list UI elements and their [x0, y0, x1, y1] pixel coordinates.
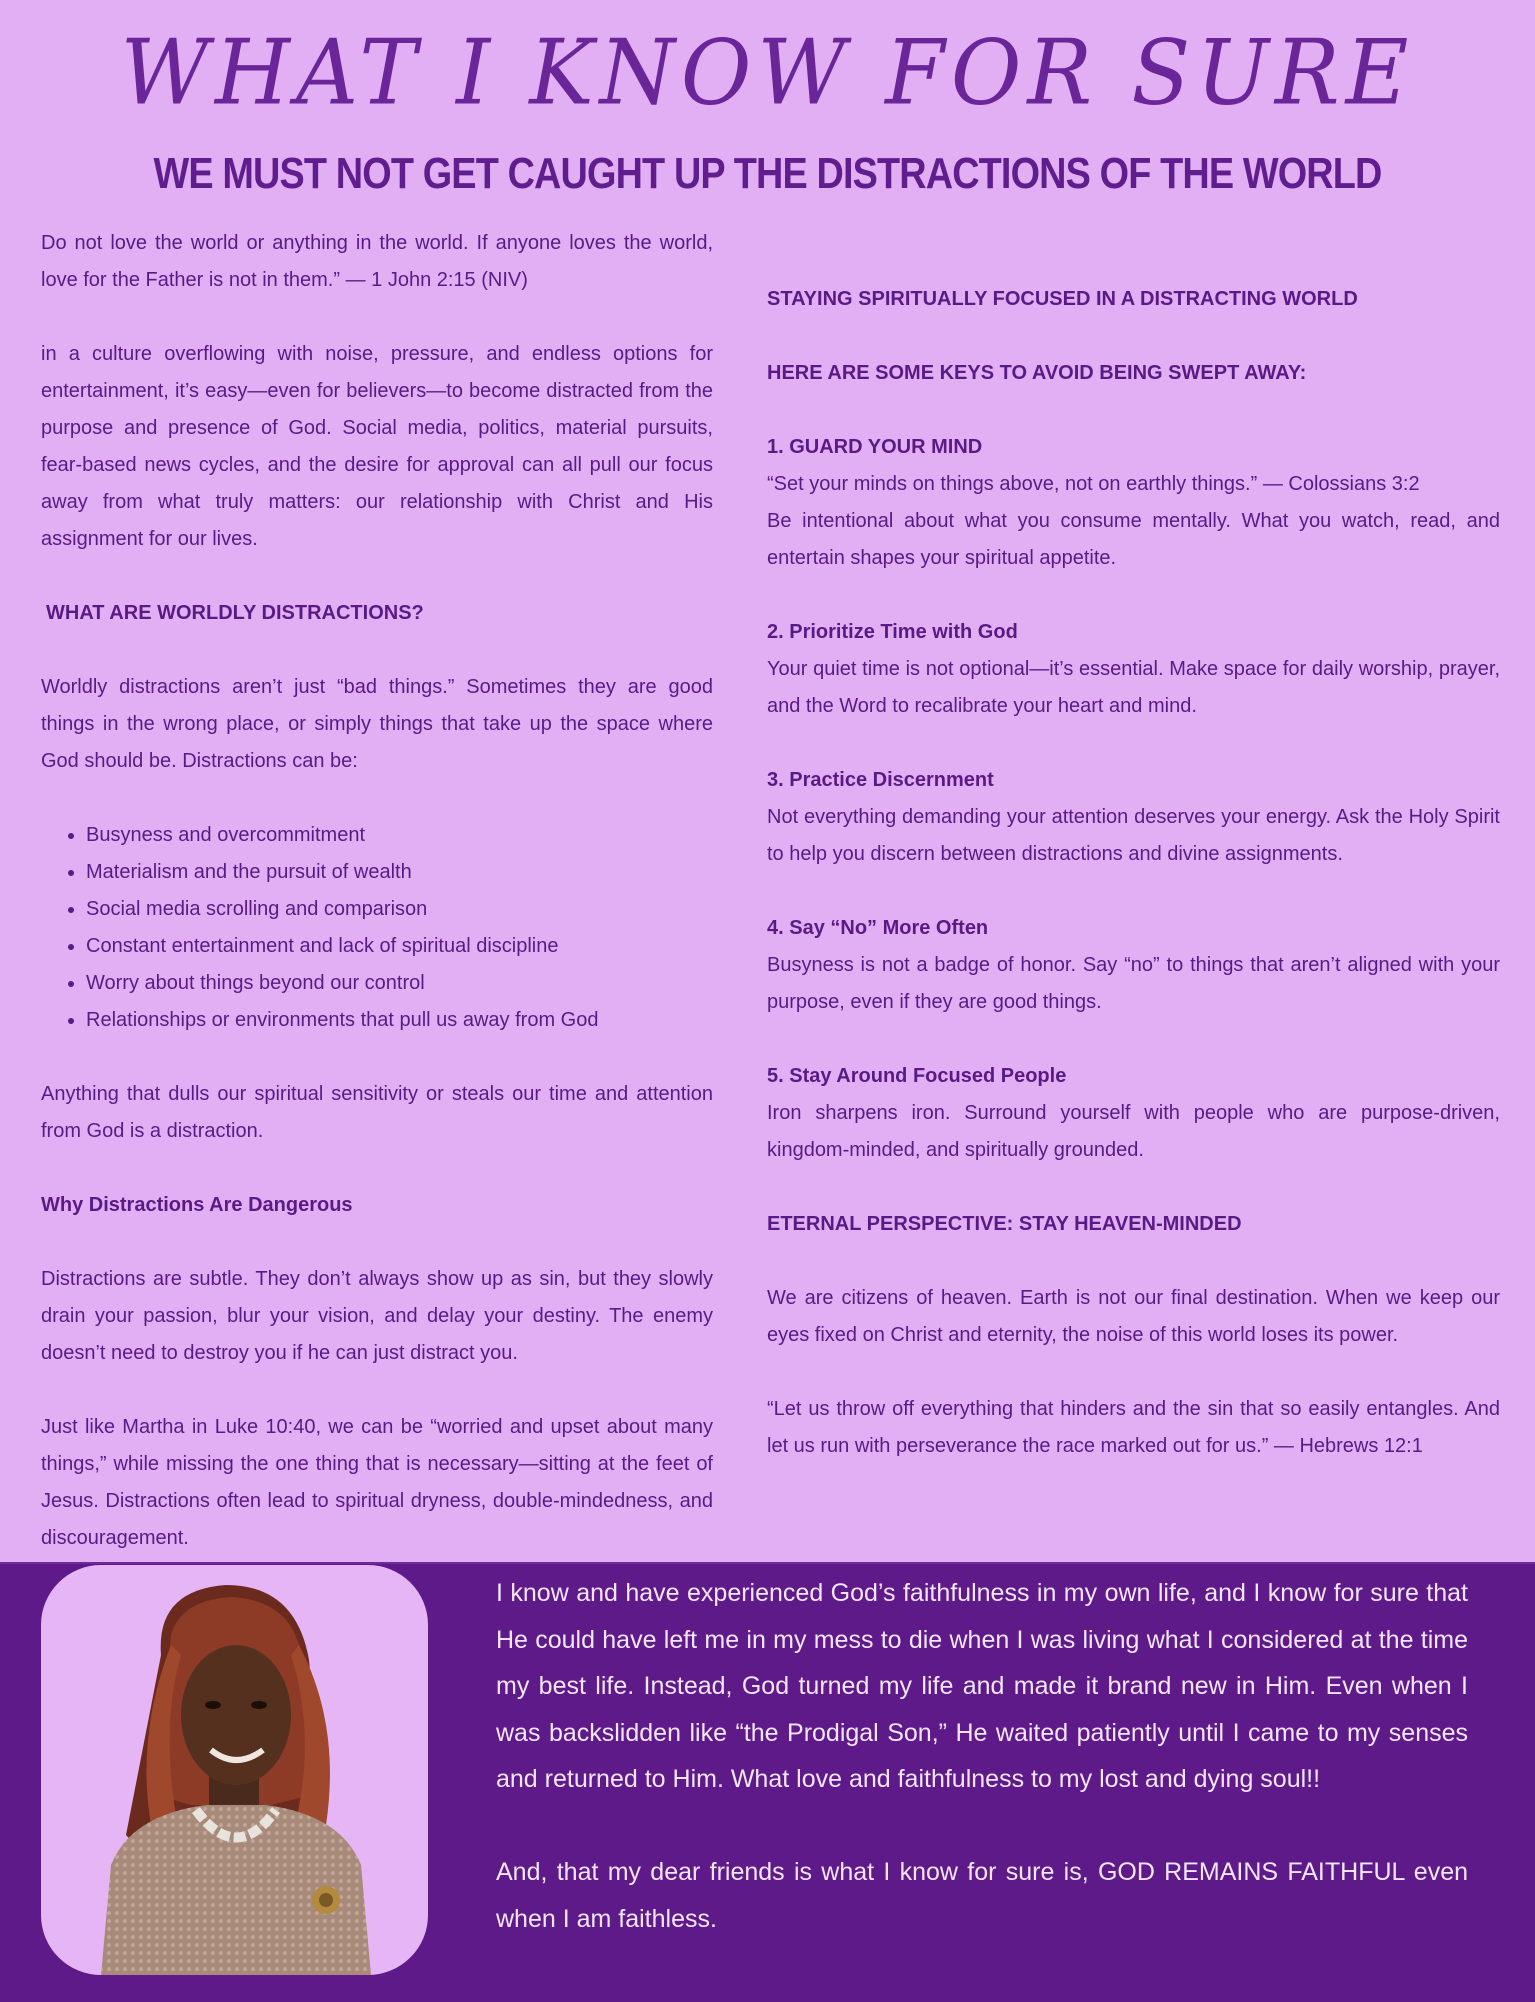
list-item: • Relationships or environments that pull us away from God [86, 1002, 713, 1039]
list-item: • Busyness and overcommitment [86, 817, 713, 854]
list-item: • Social media scrolling and comparison [86, 891, 713, 928]
heading-eternal-perspective: ETERNAL PERSPECTIVE: STAY HEAVEN-MINDED [767, 1213, 1242, 1235]
heading-staying-focused: STAYING SPIRITUALLY FOCUSED IN A DISTRACTING WORLD [767, 288, 1358, 310]
eternal-paragraph: We are citizens of heaven. Earth is not our final destination. When we keep our eyes fixed on Christ and eternity, the noise of this world loses its power. [767, 1287, 1500, 1346]
intro-paragraph: in a culture overflowing with noise, pressure, and endless options for entertainment, it’s easy—even for believers—to become distracted from the purpose and presence of God. Social media, politics, material pursuits, fear-based news cycles, and the desire for approval can all pull our focus away from what truly matters: our relationship with Christ and His assignment for our lives. [41, 343, 713, 550]
key-2-title: 2. Prioritize Time with God [767, 621, 1018, 643]
martha-paragraph: Just like Martha in Luke 10:40, we can be “worried and upset about many things,” while missing the one thing that is necessary—sitting at the feet of Jesus. Distractions often lead to spiritual dryness, double-mindedness, and discouragement. [41, 1416, 713, 1549]
page-title: WHAT I KNOW FOR SURE [120, 20, 1415, 126]
worldly-distractions-paragraph: Worldly distractions aren’t just “bad things.” Sometimes they are good things in the wrong place, or simply things that take up the space where God should be. Distractions can be: [41, 676, 713, 772]
heading-worldly-distractions: WHAT ARE WORLDLY DISTRACTIONS? [46, 602, 424, 624]
key-5-title: 5. Stay Around Focused People [767, 1065, 1067, 1087]
distractions-list [41, 817, 713, 1039]
author-photo [41, 1565, 428, 1975]
key-5-text: Iron sharpens iron. Surround yourself with people who are purpose-driven, kingdom-minded, and spiritually grounded. [767, 1102, 1500, 1161]
list-item: • Worry about things beyond our control [86, 965, 713, 1002]
heading-why-dangerous: Why Distractions Are Dangerous [41, 1194, 353, 1216]
key-3-title: 3. Practice Discernment [767, 769, 994, 791]
testimony-paragraph-1: I know and have experienced God’s faithfulness in my own life, and I know for sure that He could have left me in my mess to die when I was living what I considered at the time my best life. Instead, God turned my life and made it brand new in Him. Even when I was backslidden like “the Prodigal Son,” He waited patiently until I came to my senses and returned to Him. What love and faithfulness to my lost and dying soul!! [496, 1579, 1468, 1793]
key-3-text: Not everything demanding your attention deserves your energy. Ask the Holy Spirit to help you discern between distractions and divine assignments. [767, 806, 1500, 865]
key-4-title: 4. Say “No” More Often [767, 917, 989, 939]
left-column [41, 225, 713, 1557]
key-1-text: Be intentional about what you consume mentally. What you watch, read, and entertain shapes your spiritual appetite. [767, 510, 1500, 569]
testimony-text [496, 1570, 1468, 1942]
testimony-paragraph-2: And, that my dear friends is what I know for sure is, GOD REMAINS FAITHFUL even when I am faithless. [496, 1858, 1468, 1933]
key-2-text: Your quiet time is not optional—it’s essential. Make space for daily worship, prayer, and the Word to recalibrate your heart and mind. [767, 658, 1500, 717]
portrait-illustration [41, 1565, 428, 1975]
closing-scripture: “Let us throw off everything that hinders and the sin that so easily entangles. And let us run with perseverance the race marked out for us.” — Hebrews 12:1 [767, 1398, 1500, 1457]
dangerous-paragraph: Distractions are subtle. They don’t always show up as sin, but they slowly drain your passion, blur your vision, and delay your destiny. The enemy doesn’t need to destroy you if he can just distract you. [41, 1268, 713, 1364]
list-item: • Materialism and the pursuit of wealth [86, 854, 713, 891]
key-4-text: Busyness is not a badge of honor. Say “no” to things that aren’t aligned with your purpose, even if they are good things. [767, 954, 1500, 1013]
list-item: • Constant entertainment and lack of spiritual discipline [86, 928, 713, 965]
dulls-paragraph: Anything that dulls our spiritual sensitivity or steals our time and attention from God is a distraction. [41, 1083, 713, 1142]
opening-scripture: Do not love the world or anything in the world. If anyone loves the world, love for the Father is not in them.” — 1 John 2:15 (NIV) [41, 232, 713, 291]
key-1-scripture: “Set your minds on things above, not on earthly things.” — Colossians 3:2 [767, 473, 1420, 495]
right-column [767, 281, 1500, 1465]
key-1-title: 1. GUARD YOUR MIND [767, 436, 983, 458]
page-subtitle: WE MUST NOT GET CAUGHT UP THE DISTRACTIONS OF THE WORLD [153, 149, 1382, 198]
heading-keys: HERE ARE SOME KEYS TO AVOID BEING SWEPT AWAY: [767, 362, 1307, 384]
